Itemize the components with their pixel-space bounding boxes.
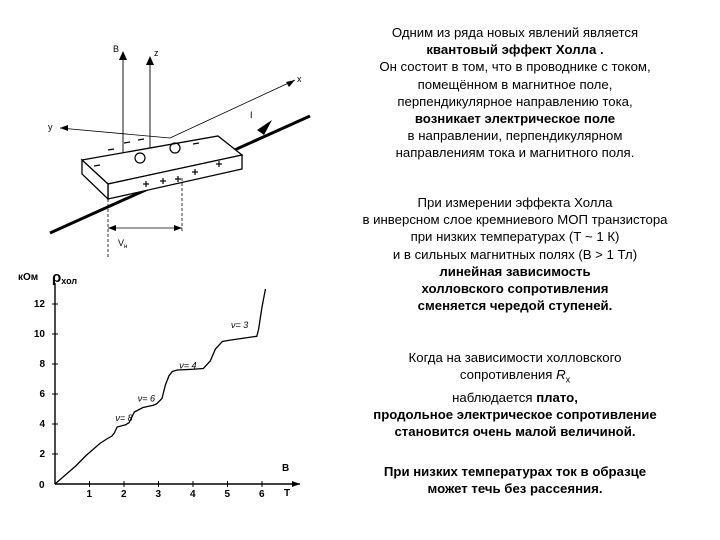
x-axis-label: x xyxy=(297,74,302,84)
text-line: сменяется чередой ступеней. xyxy=(417,298,613,314)
text-line: возникает электрическое поле xyxy=(414,111,616,127)
text-line: Он состоит в том, что в проводнике с током, xyxy=(379,59,651,75)
text-line: становится очень малой величиной. xyxy=(394,424,636,440)
hall-voltage-label: $V_н$ xyxy=(118,238,128,250)
x-tick-label: 4 xyxy=(190,489,196,500)
text-line: При низких температурах ток в образце xyxy=(383,464,647,479)
y-axis-label: y xyxy=(48,122,53,132)
text-line: холловского сопротивления xyxy=(421,281,609,297)
text-line: может течь без рассеяния. xyxy=(427,481,603,497)
text-line: помещённом в магнитное поле, xyxy=(417,76,613,92)
filling-factor-label: ν= 6 xyxy=(137,393,156,404)
hall-effect-diagram xyxy=(20,18,340,268)
text-line: сопротивления $R_x$ xyxy=(459,367,571,385)
y-tick-label: 10 xyxy=(33,329,45,340)
x-tick-label: 5 xyxy=(224,489,231,500)
x-tick-label: 1 xyxy=(86,489,93,500)
text-line: перпендикулярное направлению тока, xyxy=(397,93,633,109)
text-line: продольное электрическое сопротивление xyxy=(373,407,657,423)
paragraph-hall-intro xyxy=(330,24,700,162)
x-tick-label: 6 xyxy=(259,489,265,500)
text-line: Одним из ряда новых явлений является xyxy=(391,25,639,40)
y-tick-label: 12 xyxy=(33,299,45,310)
b-axis-label: B xyxy=(113,44,120,54)
text-line: в инверсном слое кремниевого МОП транзистора xyxy=(362,212,668,228)
hall-resistance-chart xyxy=(0,265,320,515)
text-line: при низких температурах (Т ~ 1 К) xyxy=(410,229,620,245)
y-tick-label: 6 xyxy=(39,389,45,400)
hall-resistance-line xyxy=(55,289,265,484)
text-line: направлениям тока и магнитного поля. xyxy=(395,145,635,161)
y-tick-label: 8 xyxy=(39,359,45,370)
x-tick-label: 3 xyxy=(155,489,162,500)
x-axis xyxy=(170,80,295,138)
text-line: квантовый эффект Холла . xyxy=(426,42,604,58)
y-tick-label: 2 xyxy=(39,449,45,460)
x-tick-label: 0 xyxy=(39,480,45,491)
current-label: I xyxy=(250,110,253,120)
y-axis xyxy=(60,128,170,138)
filling-factor-label: ν= 4 xyxy=(179,360,197,371)
text-line: в направлении, перпендикулярном xyxy=(407,128,623,144)
text-line: наблюдается плато, xyxy=(452,390,578,406)
text-line: линейная зависимость xyxy=(439,263,591,279)
chart-y-unit: кОм xyxy=(18,272,39,283)
paragraph-no-scattering xyxy=(330,463,700,497)
chart-x-label-bottom: T xyxy=(284,488,291,499)
chart-x-label-top: B xyxy=(282,463,290,474)
z-axis-label: z xyxy=(154,48,159,58)
text-line: и в сильных магнитных полях (В > 1 Тл) xyxy=(392,246,638,262)
x-tick-label: 2 xyxy=(121,489,127,500)
y-tick-label: 4 xyxy=(39,419,45,430)
filling-factor-label: ν= 3 xyxy=(230,320,249,330)
text-line: При измерении эффекта Холла xyxy=(417,195,613,210)
filling-factor-label: ν= 8 xyxy=(115,413,133,423)
paragraph-measurement xyxy=(330,194,700,314)
paragraph-plateau xyxy=(330,349,700,441)
text-line: Когда на зависимости холловского xyxy=(408,350,622,365)
chart-y-label: ρхол xyxy=(52,269,78,286)
